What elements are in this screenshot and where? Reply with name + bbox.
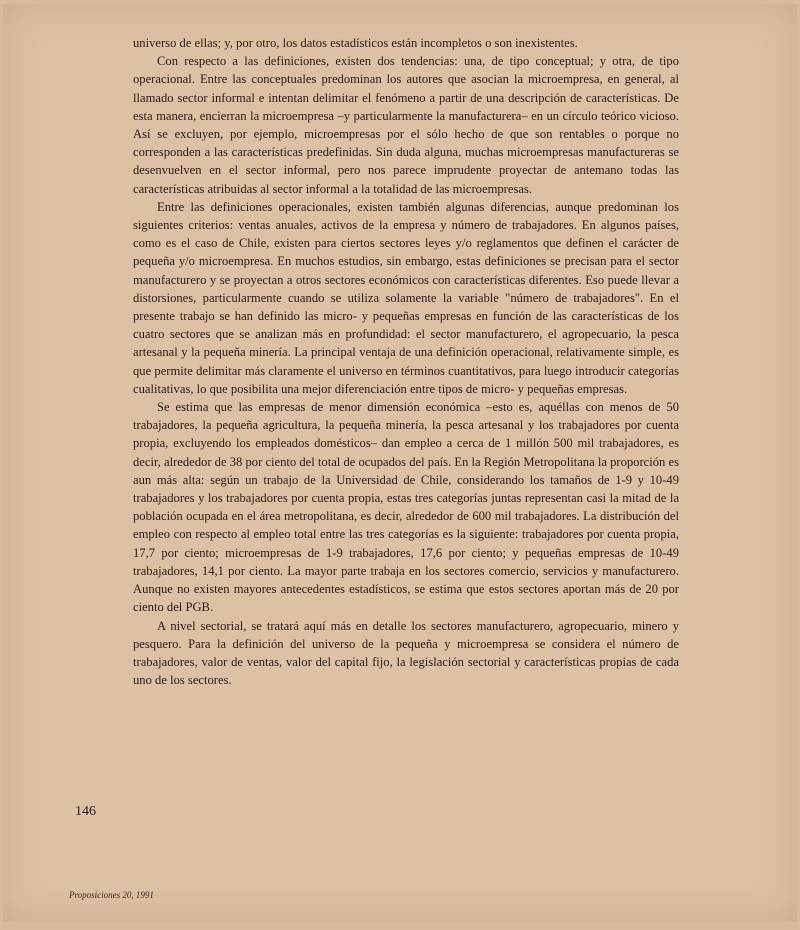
- paragraph: Entre las definiciones operacionales, existen también algunas diferencias, aunque predominan los siguientes criterios: ventas anuales, activos de la empresa y número de trabajadores. En algunos países, como es el caso de Chile, existen para ciertos sectores leyes y/o reglamentos que definen el carácter de pequeña y/o microempresa. En muchos estudios, sin embargo, estas definiciones se precisan para el sector manufacturero y se proyectan a otros sectores económicos con características diferentes. Eso puede llevar a distorsiones, particularmente cuando se utiliza solamente la variable "número de trabajadores". En el presente trabajo se han definido las micro- y pequeñas empresas en función de las características de los cuatro sectores que se analizan más en profundidad: el sector manufacturero, el agropecuario, la pesca artesanal y la pequeña minería. La principal ventaja de una definición operacional, relativamente simple, es que permite delimitar más claramente el universo en términos cuantitativos, para luego introducir categorías cualitativas, lo que posibilita una mejor diferenciación entre tipos de micro- y pequeñas empresas.: [133, 199, 679, 396]
- footer-citation: Proposiciones 20, 1991: [69, 890, 154, 900]
- paragraph: Se estima que las empresas de menor dimensión económica –esto es, aquéllas con menos de 50 trabajadores, la pequeña agricultura, la pequeña minería, la pesca artesanal y los trabajadores por cuenta propia, excluyendo los empleados domésticos– dan empleo a cerca de 1 millón 500 mil trabajadores, es decir, alrededor de 38 por ciento del total de ocupados del país. En la Región Metropolitana la proporción es aun más alta: según un trabajo de la Universidad de Chile, considerando los tamaños de 1-9 y 10-49 trabajadores y los trabajadores por cuenta propia, estas tres categorías juntas representan casi la mitad de la población ocupada en el área metropolitana, es decir, alrededor de 600 mil trabajadores. La distribución del empleo con respecto al empleo total entre las tres categorías es la siguiente: trabajadores por cuenta propia, 17,7 por ciento; microempresas de 1-9 trabajadores, 17,6 por ciento; y pequeñas empresas de 10-49 trabajadores, 14,1 por ciento. La mayor parte trabaja en los sectores comercio, servicios y manufacturero. Aunque no existen mayores antecedentes estadísticos, se estima que estos sectores aportan más de 20 por ciento del PGB.: [133, 400, 679, 615]
- body-text: [133, 34, 679, 689]
- paragraph: universo de ellas; y, por otro, los datos estadísticos están incompletos o son inexistentes.: [133, 36, 578, 50]
- paragraph: A nivel sectorial, se tratará aquí más en detalle los sectores manufacturero, agropecuario, minero y pesquero. Para la definición del universo de la pequeña y microempresa se considera el número de trabajadores, valor de ventas, valor del capital fijo, la legislación sectorial y características propias de cada uno de los sectores.: [133, 618, 679, 688]
- document-page: [3, 4, 797, 922]
- paragraph: Con respecto a las definiciones, existen dos tendencias: una, de tipo conceptual; y otra, de tipo operacional. Entre las conceptuales predominan los autores que asocian la microempresa, en general, al llamado sector informal e intentan delimitar el fenómeno a partir de una descripción de características. De esta manera, encierran la microempresa –y particularmente la manufacturera– en un círculo teórico vicioso. Así se excluyen, por ejemplo, microempresas por el sólo hecho de que son rentables o porque no corresponden a las características predefinidas. Sin duda alguna, muchas microempresas manufactureras se desenvuelven en el sector informal, pero nos parece imprudente proyectar de antemano todas las características atribuidas al sector informal a la totalidad de las microempresas.: [133, 54, 679, 196]
- page-number: 146: [75, 804, 96, 819]
